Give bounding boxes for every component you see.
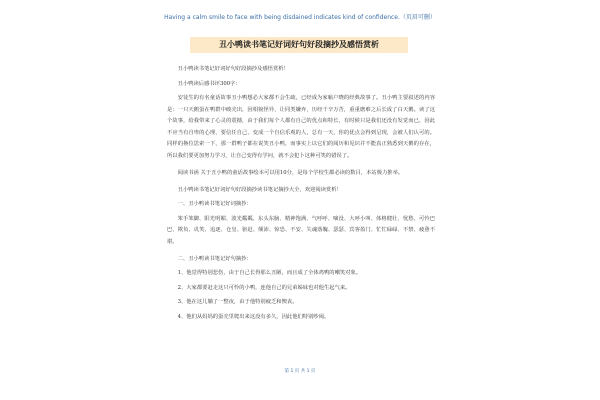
sentence-item-2: 2、大家都要赶走这只可怜的小鸭，连他自己的兄弟姊妹也对他生起气来。 xyxy=(177,284,351,291)
excerpt-intro: 丑小鸭读书笔记好词好句好段摘抄读书笔记摘抄大全，欢迎阅读赏析！ xyxy=(177,186,342,193)
good-words-heading: 一、丑小鸭读书笔记好词摘抄： xyxy=(177,201,252,207)
page-footer: 第 1 页 共 1 页 xyxy=(284,369,316,374)
recommendation-paragraph: 阅读书函 关于丑小鸭的童话故事绘本可以用10分，是每个学校生都必读的数目，本站极力推举。 xyxy=(177,169,404,176)
document-title: 丑小鸭读书笔记好词好句好段摘抄及感悟赏析 xyxy=(190,37,408,53)
good-words-list: 笨手笨脚、阳光明媚、波光粼粼、东头东脑、精神饱满、气呼呼、嘀没、大呼小叫、体格健壮、忧愁、可怜巴巴、欺负、讥笑、追逐、仓皇、驱赶、颠沛、惊恐、不安、失魂落魄、瑟瑟、宾客盈门、忙忙碌碌、不禁、疲惫不堪。 xyxy=(167,215,435,245)
page-header-banner: Having a calm smile to face with being disdained indicates kind of confidence.（页眉可删） xyxy=(164,14,436,21)
intro-line: 丑小鸭读书笔记好词好句好段摘抄及感悟赏析！ xyxy=(177,66,289,72)
review-paragraph: 安徒生的有名童话故事丑小鸭想必大家都不会生疏，已经成为家喻户晓的经典故事了。丑小鸭主要叙述的内容是：一只天鹅蛋在鸭群中破壳出，因相貌怪异，让同类嫌弃，历经千辛万苦，重重磨难之后长成了白天鹅。读了这个故事，给我带来了心灵的震撼，由于我们每个人都有自己的优点和特长，有时候只是我们还没有发觉而已，因此不应当有自卑的心理，要信任自己，变成一个自信乐观的人，总有一天，你的优点会得到呈现，会被人们认可的。同样的换位思索一下，那一群鸭子都在说笑丑小鸭，而事实上以它们的阅历和见识并不能真正熟悉到天鹅的存在，所以我们要更加努力学习，让自己变得有学问，就不会犯卜这种可笑的错误了。 xyxy=(167,95,435,159)
sentence-item-1: 1、他觉得特别悲伤，由于自己长得那么丑陋，而且成了全体鸡鸭的嘲笑对象。 xyxy=(177,270,362,276)
good-sentences-heading: 二、丑小鸭读书笔记好句摘抄： xyxy=(177,255,252,262)
document-body xyxy=(167,64,435,326)
review-heading: 丑小鸭读后感书评300字： xyxy=(177,80,241,87)
sentence-item-4: 4、他们从妈妈的蛋壳里爬出来这没有多久，因此他们特别吵闹。 xyxy=(177,313,330,320)
sentence-item-3: 3、他在这儿躺了一整夜，由于他特别疲乏和懊丧。 xyxy=(177,299,298,305)
